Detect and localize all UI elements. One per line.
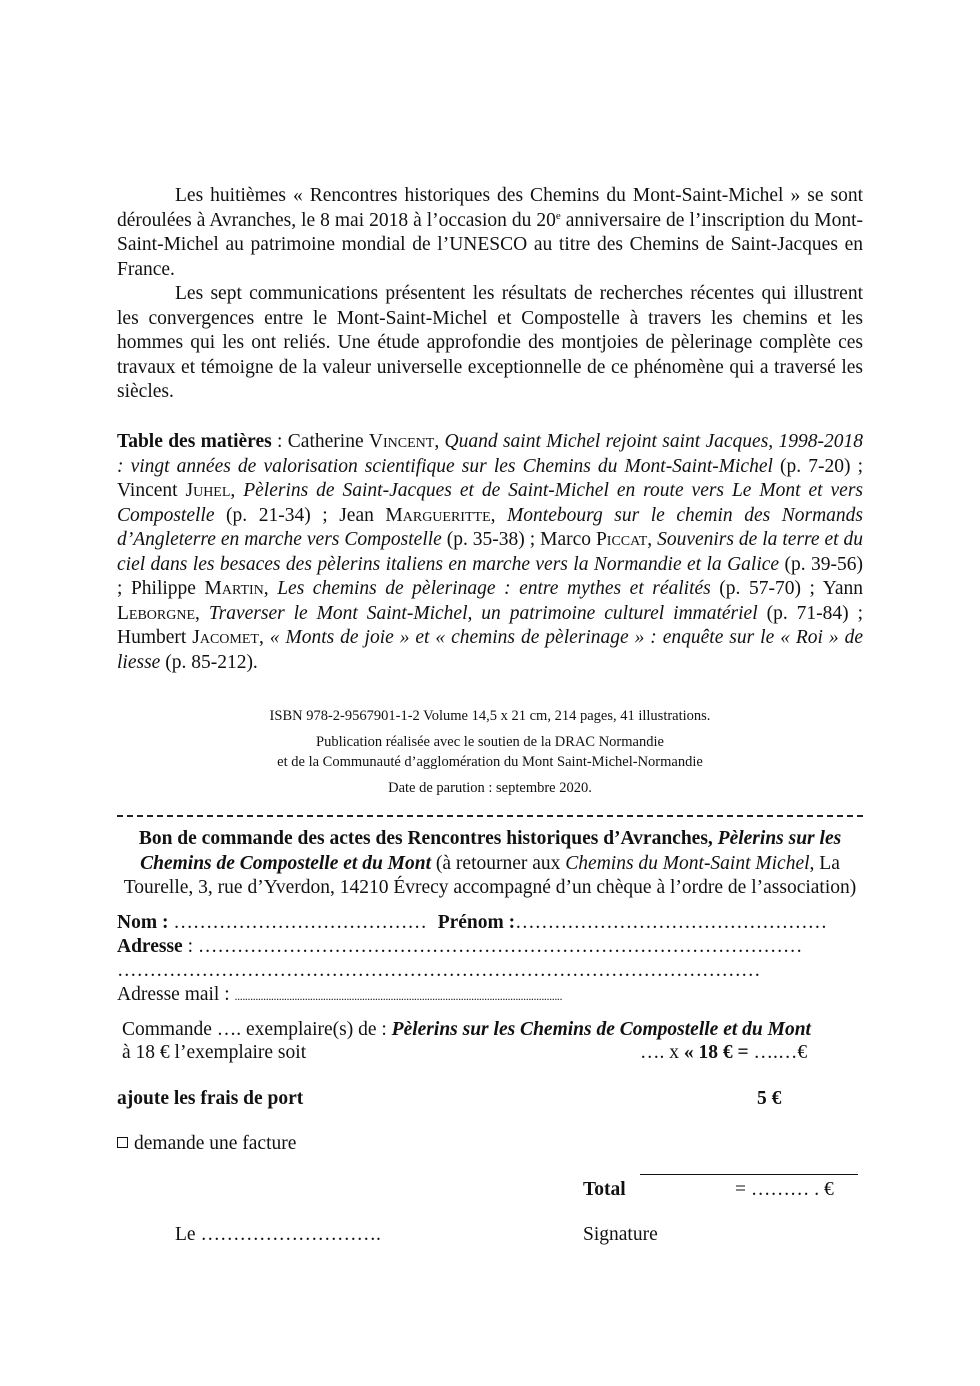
order-form-header: Bon de commande des actes des Rencontres historiques d’Avranches, Pèlerins sur les Chemins de Compostelle et du Mont (à retourner aux Chemins du Mont-Saint Michel, La Tourelle, 3, rue d’Yverdon, 14210 Évrecy accompagné d’un chèque à l’ordre de l’association) (123, 828, 857, 898)
nom-label: Nom : (117, 912, 174, 933)
shipping-value: 5 € (757, 1088, 782, 1109)
author-first-name: Marco (540, 529, 596, 550)
date-field[interactable]: Le ………………………. (175, 1224, 381, 1245)
address-line-2[interactable]: ……………………………………………………………………………………… (117, 960, 761, 981)
page-range: (p. 71-84) ; (757, 602, 863, 624)
paper-title: Montebourg sur le chemin des Normands d’Angleterre en marche vers Compostelle (117, 504, 864, 550)
paper-title: Quand saint Michel rejoint saint Jacques, 1998-2018 : vingt années de valorisation scientifique sur les Chemins du Mont-Saint-Michel (117, 431, 863, 477)
author-first-name: Yann (822, 578, 863, 599)
prenom-field[interactable]: ………………………………………… (515, 912, 828, 933)
isbn-line: ISBN 978-2-9567901-1-2 Volume 14,5 x 21 cm, 214 pages, 41 illustrations. (269, 708, 711, 724)
toc-label: Table des matières (117, 431, 272, 452)
page-range: (p. 39-56) ; (117, 553, 863, 599)
signature-label: Signature (583, 1224, 658, 1245)
page-range: (p. 85-212). (160, 651, 258, 673)
invoice-request-row[interactable] (117, 1132, 296, 1157)
paper-title: « Monts de joie » et « chemins de pèlerinage » : enquête sur le « Roi » de liesse (117, 627, 863, 673)
email-field[interactable]: .............................................................................................................................. (234, 989, 563, 1003)
price-calculation: …. x « 18 € = ….…€ (640, 1042, 808, 1063)
paper-title: Traverser le Mont Saint-Michel, un patrimoine culturel immatériel (208, 602, 758, 624)
author-first-name: Philippe (130, 578, 205, 599)
separator: , (490, 504, 508, 526)
toc-entry (117, 627, 863, 673)
author-first-name: Catherine (287, 431, 369, 452)
separator: , (258, 627, 270, 648)
total-rule (640, 1174, 858, 1175)
toc-entries (117, 431, 863, 673)
order-quantity-line: Commande …. exemplaire(s) de : Pèlerins sur les Chemins de Compostelle et du Mont (122, 1019, 811, 1040)
total-value: = ……… . € (735, 1179, 834, 1200)
separator: , (230, 480, 244, 501)
separator: , (195, 602, 209, 624)
author-first-name: Humbert (117, 627, 193, 648)
page-range: (p. 7-20) ; (772, 455, 863, 477)
paper-title: Souvenirs de la terre et du ciel dans les besaces des pèlerins italiens en marche vers la Normandie et la Galice (117, 529, 864, 575)
address-field-row (117, 935, 802, 960)
intro-paragraph-1: Les huitièmes « Rencontres historiques des Chemins du Mont-Saint-Michel » se sont déroulées à Avranches, le 8 mai 2018 à l’occasion du 20e anniversaire de l’inscription du Mont-Saint-Michel au patrimoine mondial de l’UNESCO au titre des Chemins de Saint-Jacques en France. (117, 185, 864, 280)
nom-field[interactable]: ………………………………… (173, 912, 427, 933)
author-first-name: Vincent (117, 480, 186, 501)
adresse-field[interactable]: : ………………………………………………………………………………… (182, 936, 803, 957)
page-range: (p. 57-70) ; (710, 578, 823, 599)
support-line-2: et de la Communauté d’agglomération du Mont Saint-Michel-Normandie (277, 754, 703, 770)
page-range: (p. 21-34) ; (214, 504, 340, 526)
total-label: Total (583, 1179, 626, 1200)
invoice-checkbox[interactable] (117, 1137, 128, 1148)
separator: , (263, 578, 278, 599)
email-field-row (117, 983, 562, 1009)
adresse-label: Adresse (117, 936, 183, 957)
author-last-name: Jacomet (192, 627, 259, 648)
name-field-row (117, 911, 827, 936)
cut-line-divider (117, 815, 863, 817)
publication-date: Date de parution : septembre 2020. (388, 780, 592, 796)
prenom-label: Prénom : (437, 912, 516, 933)
email-label: Adresse mail : (117, 984, 235, 1005)
author-last-name: Juhel (185, 480, 231, 501)
paper-title: Les chemins de pèlerinage : entre mythes et réalités (277, 578, 711, 599)
author-last-name: Leborgne (117, 602, 196, 624)
page-range: (p. 35-38) ; (441, 529, 541, 550)
shipping-label: ajoute les frais de port (117, 1088, 304, 1109)
toc-entry (131, 578, 823, 599)
author-last-name: Vincent (368, 431, 435, 452)
ordered-book-title: Pèlerins sur les Chemins de Compostelle et du Mont (391, 1019, 811, 1040)
separator: , (647, 529, 658, 550)
support-line-1: Publication réalisée avec le soutien de la DRAC Normandie (316, 734, 664, 750)
author-last-name: Martin (204, 578, 264, 599)
table-of-contents: Table des matières : Catherine Vincent, Quand saint Michel rejoint saint Jacques, 1998-2018 : vingt années de valorisation scientifique sur les Chemins du Mont-Saint-Michel (p. 7-20) ; Vincent Juhel, Pèlerins de Saint-Jacques et de Saint-Michel en route vers Le Mont et vers Compostelle (p. 21-34) ; Jean Margueritte, Montebourg sur le chemin des Normands d’Angleterre en marche vers Compostelle (p. 35-38) ; Marco Piccat, Souvenirs de la terre et du ciel dans les besaces des pèlerins italiens en marche vers la Normandie et la Galice (p. 39-56) ; Philippe Martin, Les chemins de pèlerinage : entre mythes et réalités (p. 57-70) ; Yann Leborgne, Traverser le Mont Saint-Michel, un patrimoine culturel immatériel (p. 71-84) ; Humbert Jacomet, « Monts de joie » et « chemins de pèlerinage » : enquête sur le « Roi » de liesse (p. 85-212). (117, 431, 864, 673)
intro-paragraph-2: Les sept communications présentent les résultats de recherches récentes qui illustrent les convergences entre le Mont-Saint-Michel et Compostelle à travers les chemins et les hommes qui les ont reliés. Une étude approfondie des montjoies de pèlerinage complète ces travaux et témoigne de la valeur universelle exceptionnelle de ce phénomène qui a traversé les siècles. (117, 283, 863, 402)
unit-price-line: à 18 € l’exemplaire soit (122, 1042, 307, 1063)
intro-section (117, 184, 863, 405)
separator: , (434, 431, 445, 452)
author-first-name: Jean (339, 504, 386, 526)
publication-info (117, 706, 863, 798)
author-last-name: Margueritte (385, 504, 491, 526)
author-last-name: Piccat (595, 529, 648, 550)
invoice-label: demande une facture (134, 1133, 297, 1154)
paper-title: Pèlerins de Saint-Jacques et de Saint-Michel en route vers Le Mont et vers Compostelle (117, 480, 863, 526)
